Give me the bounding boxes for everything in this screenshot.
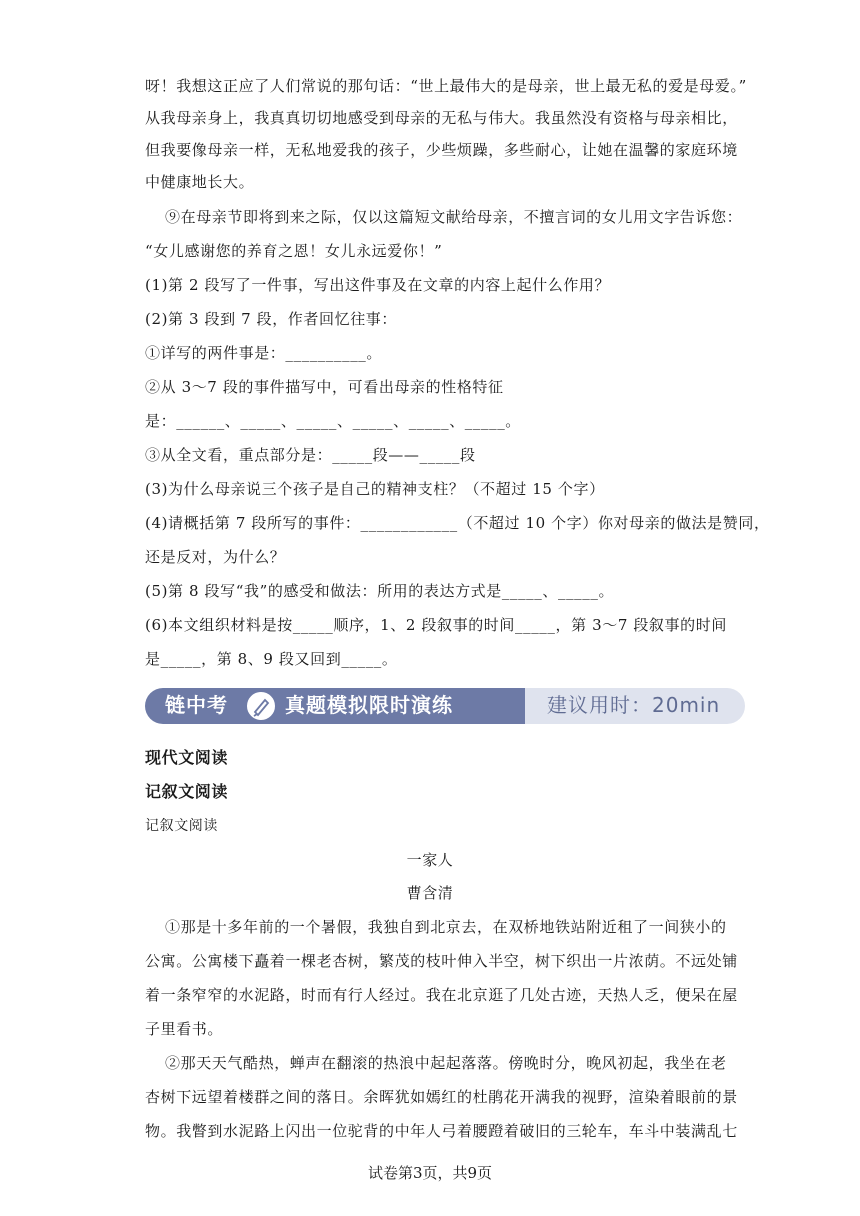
paragraph-9-line: ⑨在母亲节即将到来之际，仅以这篇短文献给母亲，不擅言词的女儿用文字告诉您： [165,208,743,226]
article-paragraph-line: 公寓。公寓楼下矗着一棵老杏树，繁茂的枝叶伸入半空，树下织出一片浓荫。不远处铺 [145,952,738,970]
banner-time: 建议用时：20min [547,693,721,717]
article-author: 曹含清 [406,884,454,902]
banner-label: 链中考 [165,693,228,717]
article-paragraph-line: 杏树下远望着楼群之间的落日。余晖犹如嫣红的杜鹃花开满我的视野，渲染着眼前的景 [145,1088,738,1106]
question-1: (1)第 2 段写了一件事，写出这件事及在文章的内容上起什么作用？ [145,276,611,294]
question-2-sub-3: ③从全文看，重点部分是：_____段——_____段 [145,446,476,464]
question-2-sub-2: ②从 3～7 段的事件描写中，可看出母亲的性格特征 [145,378,504,396]
question-4: (4)请概括第 7 段所写的事件：____________（不超过 10 个字）你对母亲的做法是赞同， [145,514,770,532]
article-title: 一家人 [406,851,454,869]
pen-icon [245,690,277,722]
section-heading: 现代文阅读 [145,748,229,767]
passage-line: 中健康地长大。 [145,173,255,191]
article-paragraph-line: ②那天天气酷热，蝉声在翻滚的热浪中起起落落。傍晚时分，晚风初起，我坐在老 [165,1054,727,1072]
banner-title: 真题模拟限时演练 [285,693,453,717]
question-2-sub-2-blanks: 是：______、_____、_____、_____、_____、_____。 [145,412,521,430]
question-6: (6)本文组织材料是按_____顺序，1、2 段叙事的时间_____，第 3～7 段叙事的时间 [145,616,727,634]
article-paragraph-line: ①那是十多年前的一个暑假，我独自到北京去，在双桥地铁站附近租了一间狭小的 [165,918,727,936]
practice-banner [145,686,745,726]
question-2: (2)第 3 段到 7 段，作者回忆往事： [145,310,398,328]
question-2-sub-1: ①详写的两件事是：__________。 [145,344,383,362]
article-paragraph-line: 子里看书。 [145,1020,224,1038]
page-footer: 试卷第3页，共9页 [367,1164,493,1182]
article-paragraph-line: 着一条窄窄的水泥路，时而有行人经过。我在北京逛了几处古迹，天热人乏，便呆在屋 [145,986,738,1004]
section-heading: 记叙文阅读 [145,782,229,801]
passage-line: 但我要像母亲一样，无私地爱我的孩子，少些烦躁，多些耐心，让她在温馨的家庭环境 [145,141,738,159]
passage-line: 从我母亲身上，我真真切切地感受到母亲的无私与伟大。我虽然没有资格与母亲相比， [145,109,738,127]
question-4-cont: 还是反对，为什么？ [145,548,286,566]
question-5: (5)第 8 段写“我”的感受和做法：所用的表达方式是_____、_____。 [145,582,615,600]
paragraph-9-line: “女儿感谢您的养育之恩！女儿永远爱你！” [145,242,443,260]
question-3: (3)为什么母亲说三个孩子是自己的精神支柱？（不超过 15 个字） [145,480,605,498]
section-subheading: 记叙文阅读 [145,818,218,834]
article-paragraph-line: 物。我瞥到水泥路上闪出一位驼背的中年人弓着腰蹬着破旧的三轮车，车斗中装满乱七 [145,1122,738,1140]
question-6-cont: 是_____，第 8、9 段又回到_____。 [145,650,398,668]
passage-line: 呀！我想这正应了人们常说的那句话：“世上最伟大的是母亲，世上最无私的爱是母爱。” [145,77,747,95]
